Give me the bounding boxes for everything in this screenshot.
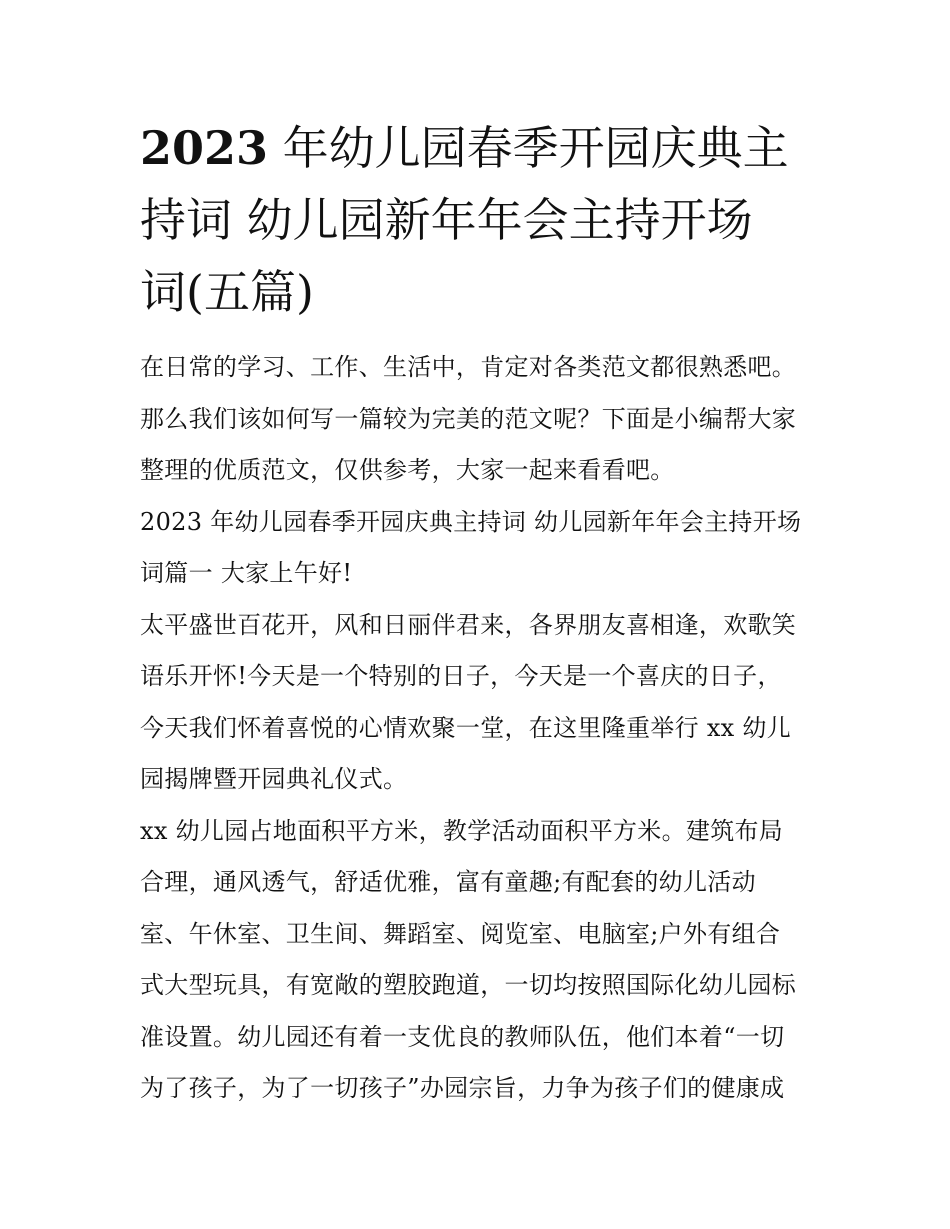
body-line: 语乐开怀!今天是一个特别的日子，今天是一个喜庆的日子， — [140, 662, 782, 690]
body-line: 合理，通风透气，舒适优雅，富有童趣;有配套的幼儿活动 — [140, 868, 756, 896]
body-line: 园揭牌暨开园典礼仪式。 — [140, 765, 408, 793]
document-body — [140, 342, 820, 1115]
body-line: 2023 年幼儿园春季开园庆典主持词 幼儿园新年年会主持开场 — [140, 507, 802, 536]
title-line-2-text: 持词 幼儿园新年年会主持开场 — [140, 193, 753, 247]
document-content — [140, 112, 820, 1115]
title-line-2 — [140, 184, 820, 256]
body-line: 那么我们该如何写一篇较为完美的范文呢？下面是小编帮大家 — [140, 404, 797, 433]
title-line-1-text: 年幼儿园春季开园庆典主 — [268, 121, 789, 175]
body-line: 词篇一 大家上午好! — [140, 559, 353, 587]
body-line: 为了孩子，为了一切孩子”办园宗旨，力争为孩子们的健康成 — [140, 1074, 785, 1102]
body-line: 室、午休室、卫生间、舞蹈室、阅览室、电脑室;户外有组合 — [140, 919, 781, 948]
body-line: 今天我们怀着喜悦的心情欢聚一堂，在这里隆重举行 xx 幼儿 — [140, 713, 792, 742]
body-line: 在日常的学习、工作、生活中，肯定对各类范文都很熟悉吧。 — [140, 353, 797, 381]
body-line: 太平盛世百花开，风和日丽伴君来，各界朋友喜相逢，欢歌笑 — [140, 610, 797, 639]
body-line: xx 幼儿园占地面积平方米，教学活动面积平方米。建筑布局 — [140, 816, 784, 845]
title-line-3-text: 词(五篇) — [140, 265, 314, 319]
body-line: 式大型玩具，有宽敞的塑胶跑道，一切均按照国际化幼儿园标 — [140, 971, 797, 999]
body-line: 准设置。幼儿园还有着一支优良的教师队伍，他们本着“一切 — [140, 1022, 785, 1051]
title-year: 2023 — [140, 121, 269, 175]
body-line: 整理的优质范文，仅供参考，大家一起来看看吧。 — [140, 456, 675, 484]
title-line-3 — [140, 256, 820, 328]
title-line-1 — [140, 112, 820, 184]
document-title — [140, 112, 820, 328]
